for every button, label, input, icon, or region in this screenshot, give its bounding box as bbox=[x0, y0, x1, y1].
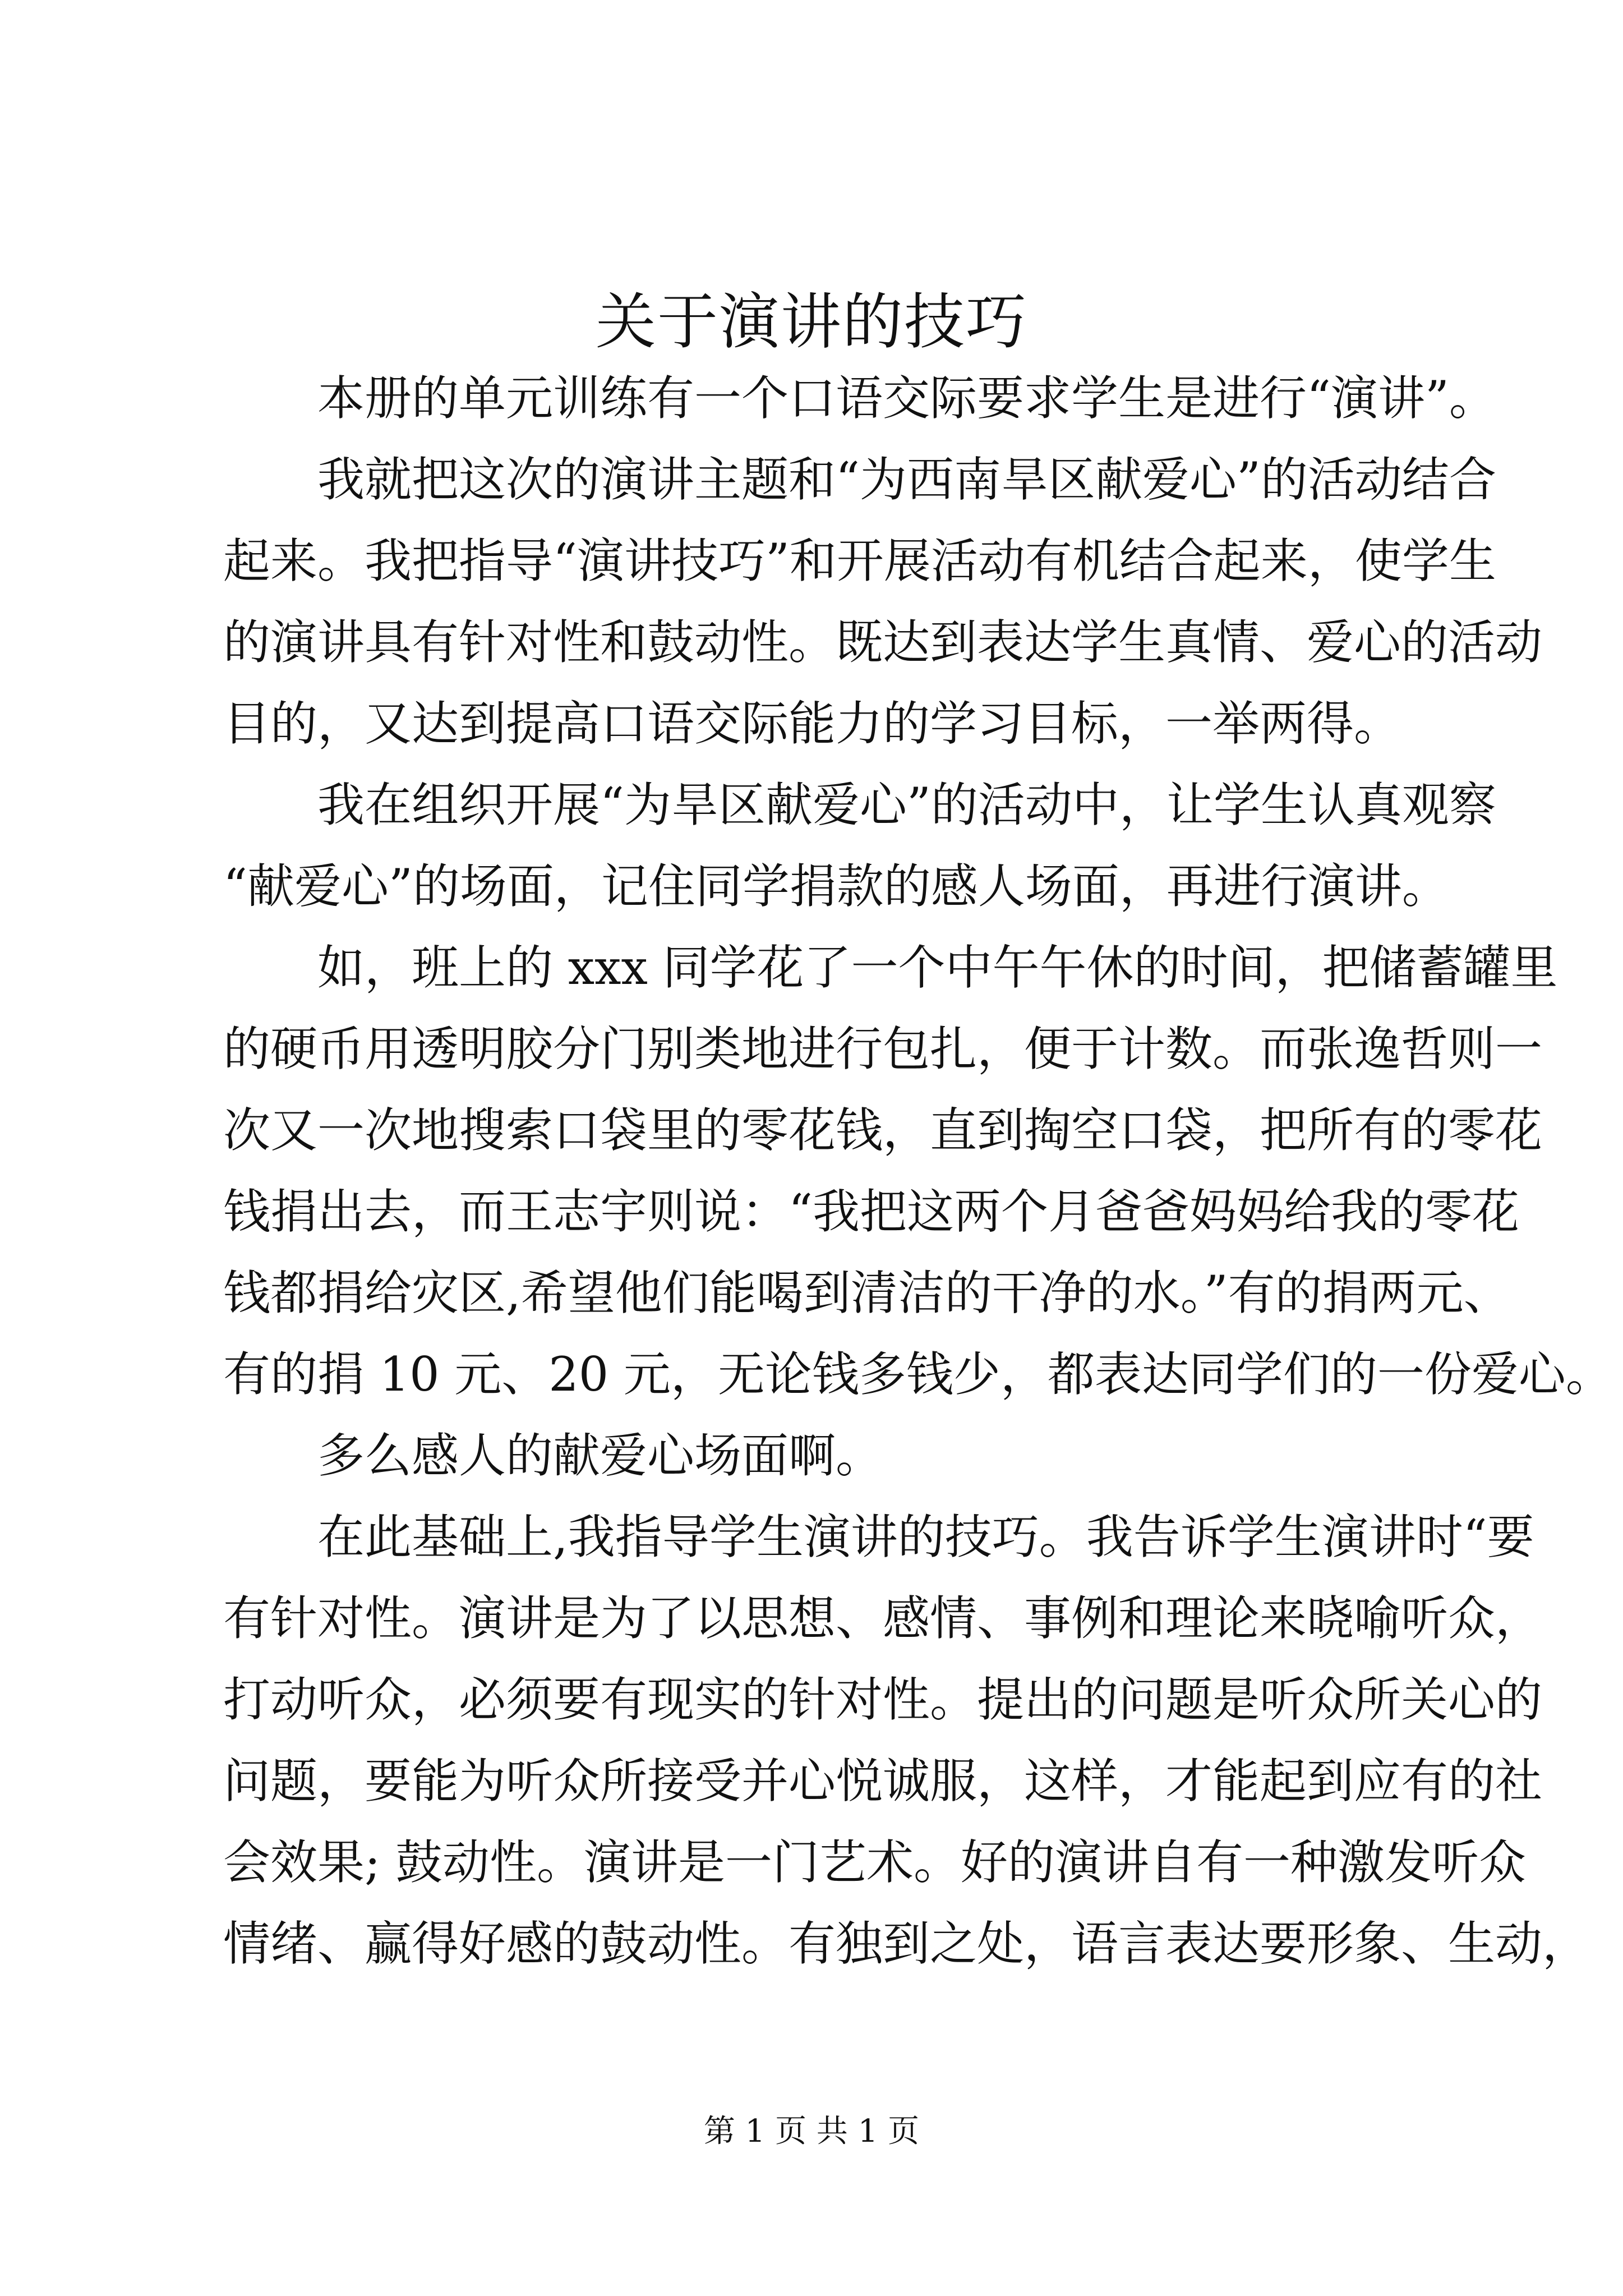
text-line: 我在组织开展“为旱区献爱心”的活动中，让学生认真观察 bbox=[317, 777, 1496, 832]
document-title: 关于演讲的技巧 bbox=[595, 287, 1027, 357]
text-line: 会效果; 鼓动性。演讲是一门艺术。好的演讲自有一种激发听众 bbox=[223, 1835, 1527, 1890]
text-line: 的演讲具有针对性和鼓动性。既达到表达学生真情、爱心的活动 bbox=[223, 615, 1543, 670]
text-line: 起来。我把指导“演讲技巧”和开展活动有机结合起来，使学生 bbox=[223, 533, 1496, 588]
text-line: 如，班上的 xxx 同学花了一个中午午休的时间，把储蓄罐里 bbox=[317, 940, 1558, 995]
text-line: 多么感人的献爱心场面啊。 bbox=[317, 1428, 883, 1483]
text-line: 的硬币用透明胶分门别类地进行包扎，便于计数。而张逸哲则一 bbox=[223, 1022, 1543, 1076]
text-line: 钱都捐给灾区,希望他们能喝到清洁的干净的水。”有的捐两元、 bbox=[223, 1266, 1511, 1320]
text-line: 有的捐 10 元、20 元，无论钱多钱少，都表达同学们的一份爱心。 bbox=[223, 1347, 1613, 1402]
text-line: 打动听众，必须要有现实的针对性。提出的问题是听众所关心的 bbox=[223, 1672, 1543, 1727]
text-line: 目的，又达到提高口语交际能力的学习目标，一举两得。 bbox=[223, 696, 1401, 751]
text-line: 问题，要能为听众所接受并心悦诚服，这样，才能起到应有的社 bbox=[223, 1754, 1543, 1809]
text-line: “献爱心”的场面，记住同学捐款的感人场面，再进行演讲。 bbox=[223, 859, 1449, 914]
text-line: 我就把这次的演讲主题和“为西南旱区献爱心”的活动结合 bbox=[317, 452, 1496, 507]
page-footer: 第 1 页 共 1 页 bbox=[703, 2113, 920, 2150]
text-line: 本册的单元训练有一个口语交际要求学生是进行“演讲”。 bbox=[317, 371, 1496, 426]
text-line: 有针对性。演讲是为了以思想、感情、事例和理论来晓喻听众， bbox=[223, 1591, 1543, 1646]
text-line: 次又一次地搜索口袋里的零花钱，直到掏空口袋，把所有的零花 bbox=[223, 1103, 1543, 1158]
text-line: 情绪、赢得好感的鼓动性。有独到之处，语言表达要形象、生动， bbox=[223, 1916, 1590, 1971]
document-body bbox=[223, 358, 1613, 1985]
text-line: 在此基础上,我指导学生演讲的技巧。我告诉学生演讲时“要 bbox=[317, 1510, 1534, 1565]
text-line: 钱捐出去，而王志宇则说：“我把这两个月爸爸妈妈给我的零花 bbox=[223, 1184, 1519, 1239]
